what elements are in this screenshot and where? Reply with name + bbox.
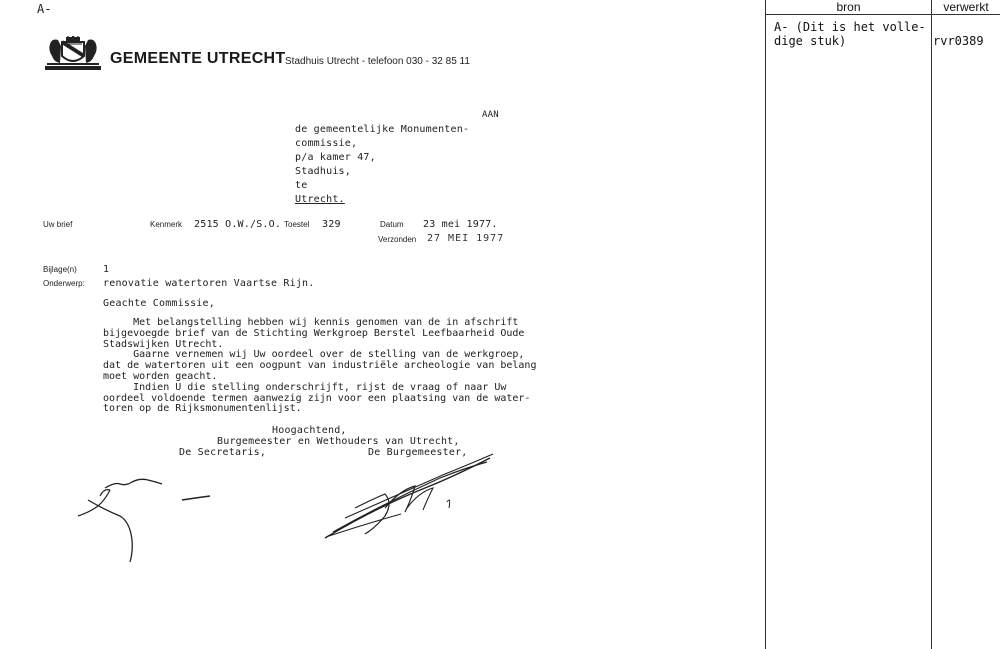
header-rule	[765, 14, 1000, 15]
toestel-label: Toestel	[284, 220, 310, 229]
verwerkt-entry: rvr0389	[933, 34, 984, 48]
recipient-line: p/a kamer 47,	[295, 152, 376, 163]
city-coat-of-arms-logo	[44, 36, 102, 76]
salutation: Geachte Commissie,	[103, 298, 215, 309]
bijlagen-label: Bijlage(n)	[43, 265, 77, 274]
body-line: Met belangstelling hebben wij kennis genomen van de in afschrift	[103, 317, 519, 328]
verzonden-label: Verzonden	[378, 235, 417, 244]
uw-brief-label: Uw brief	[43, 220, 73, 229]
kenmerk-label: Kenmerk	[150, 220, 183, 229]
bron-line: A- (Dit is het volle-	[774, 20, 926, 34]
closing-hoogachtend: Hoogachtend,	[272, 425, 347, 436]
closing-burgemeester: De Burgemeester,	[368, 447, 468, 458]
recipient-line: commissie,	[295, 138, 358, 149]
recipient-line: de gemeentelijke Monumenten-	[295, 124, 470, 135]
bijlagen-value: 1	[103, 264, 110, 275]
column-divider	[931, 0, 932, 649]
bron-header: bron	[836, 0, 861, 14]
body-line: bijgevoegde brief van de Stichting Werkgroep Berstel Leefbaarheid Oude	[103, 327, 525, 339]
closing-authority: Burgemeester en Wethouders van Utrecht,	[217, 436, 460, 447]
letterhead-address: Stadhuis Utrecht - telefoon 030 - 32 85 11	[285, 56, 470, 67]
verwerkt-header: verwerkt	[943, 0, 989, 14]
body-line: toren op de Rijksmonumentenlijst.	[103, 403, 302, 415]
recipient-line: te	[295, 180, 308, 191]
datum-value: 23 mei 1977.	[423, 219, 498, 230]
toestel-value: 329	[322, 219, 341, 230]
body-line: moet worden geacht.	[103, 370, 218, 382]
recipient-line: Utrecht.	[295, 194, 345, 205]
body-line: Indien U die stelling onderschrijft, rijst de vraag of naar Uw	[103, 381, 507, 393]
secretaris-signature	[60, 460, 260, 570]
burgemeester-signature	[315, 448, 515, 548]
column-divider	[765, 0, 766, 649]
body-line: Stadswijken Utrecht.	[103, 338, 224, 350]
onderwerp-value: renovatie watertoren Vaartse Rijn.	[103, 278, 315, 289]
onderwerp-label: Onderwerp:	[43, 279, 85, 288]
bron-line: dige stuk)	[774, 34, 847, 48]
aan-label: AAN	[482, 110, 499, 120]
closing-secretaris: De Secretaris,	[179, 447, 267, 458]
recipient-line: Stadhuis,	[295, 166, 351, 177]
page-marker: A-	[37, 2, 52, 16]
bron-entry	[774, 20, 926, 48]
body-line: dat de watertoren uit een oogpunt van industriële archeologie van belang	[103, 360, 537, 372]
body-line: Gaarne vernemen wij Uw oordeel over de stelling van de werkgroep,	[103, 349, 525, 361]
verzonden-stamp: 27 MEI 1977	[427, 233, 505, 244]
letter-body	[103, 318, 536, 415]
recipient-address	[295, 123, 469, 207]
kenmerk-value: 2515 O.W./S.O.	[194, 219, 282, 230]
letterhead-org: GEMEENTE UTRECHT	[110, 50, 286, 67]
datum-label: Datum	[380, 220, 404, 229]
body-line: oordeel voldoende termen aanwezig zijn voor een plaatsing van de water-	[103, 392, 531, 404]
